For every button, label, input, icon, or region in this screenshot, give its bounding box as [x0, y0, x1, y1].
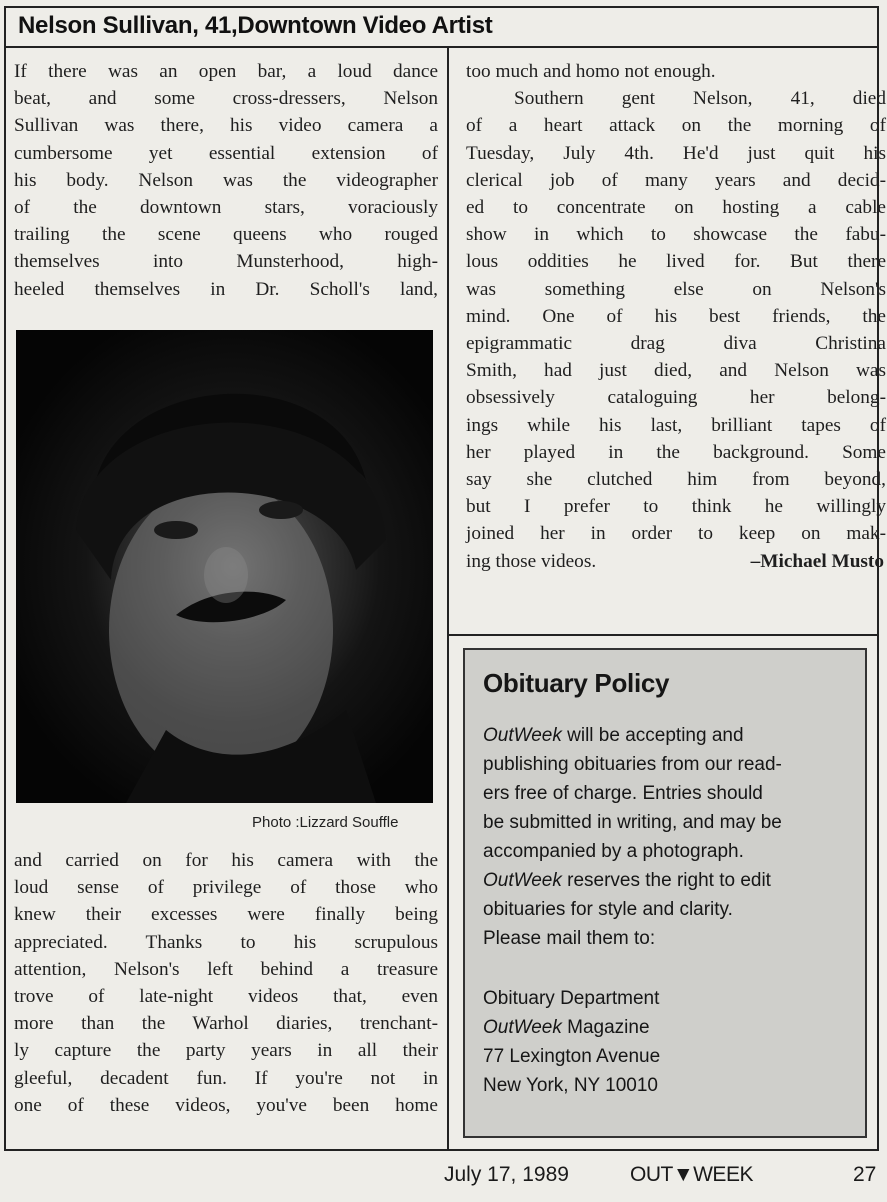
obituary-policy-box: [463, 648, 867, 1138]
article-line: too much and homo not enough.: [466, 61, 716, 82]
article-line: joined her in order to keep on mak-: [466, 523, 886, 545]
article-line: clerical job of many years and decid-: [466, 169, 886, 191]
article-line: If there was an open bar, a loud dance: [14, 61, 438, 82]
article-line: ing those videos.: [466, 550, 597, 572]
article-line: Smith, had just died, and Nelson was: [466, 360, 886, 382]
article-left-bottom: [14, 847, 438, 1119]
address-line: 77 Lexington Avenue: [483, 1046, 661, 1067]
byline: –Michael Musto: [750, 550, 884, 572]
box-rule: [449, 634, 879, 636]
article-line: obsessively cataloguing her belong-: [466, 387, 886, 409]
article-line: Southern gent Nelson, 41, died: [514, 88, 886, 110]
policy-line: obituaries for style and clarity.: [483, 899, 733, 920]
article-line: loud sense of privilege of those who: [14, 877, 438, 899]
policy-line: Please mail them to:: [483, 928, 656, 949]
article-line: Sullivan was there, his video camera a: [14, 115, 438, 137]
article-left-top: [14, 58, 438, 303]
photo-credit: Photo :Lizzard Souffle: [252, 814, 399, 831]
article-line: but I prefer to think he willingly: [466, 496, 886, 518]
article-line: cumbersome yet essential extension of: [14, 142, 438, 164]
address-line: Magazine: [561, 1017, 650, 1038]
article-line: appreciated. Thanks to his scrupulous: [14, 931, 438, 953]
article-line: his body. Nelson was the videographer: [14, 169, 438, 191]
article-line: was something else on Nelson's: [466, 278, 886, 300]
article-right: [466, 58, 886, 575]
policy-text: [483, 721, 865, 953]
policy-address: [483, 984, 865, 1100]
policy-line: be submitted in writing, and may be: [483, 812, 782, 833]
article-line: ly capture the party years in all their: [14, 1040, 438, 1062]
article-line: gleeful, decadent fun. If you're not in: [14, 1067, 438, 1089]
article-line: attention, Nelson's left behind a treasure: [14, 958, 438, 980]
article-line: lous oddities he lived for. But there: [466, 251, 886, 273]
page-number: 27: [853, 1163, 877, 1186]
policy-line: accompanied by a photograph.: [483, 841, 744, 862]
article-line: mind. One of his best friends, the: [466, 305, 886, 327]
spacer: [483, 953, 865, 984]
address-line: Obituary Department: [483, 988, 660, 1009]
headline: Nelson Sullivan, 41,Downtown Video Artist: [18, 12, 493, 39]
article-line: of the downtown stars, voraciously: [14, 197, 438, 219]
article-line: ed to concentrate on hosting a cable: [466, 197, 886, 219]
policy-line: reserves the right to edit: [561, 870, 771, 891]
article-line: knew their excesses were finally being: [14, 904, 438, 926]
portrait-illustration: [16, 330, 433, 803]
article-line: trailing the scene queens who rouged: [14, 224, 438, 246]
column-rule: [447, 48, 449, 1151]
article-line: more than the Warhol diaries, trenchant-: [14, 1013, 438, 1035]
headline-rule: [4, 46, 879, 48]
policy-line: will be accepting and: [561, 725, 744, 746]
article-line: show in which to showcase the fabu-: [466, 224, 886, 246]
magazine-logo: OUT▼WEEK: [630, 1163, 753, 1186]
issue-date: July 17, 1989: [444, 1163, 569, 1186]
article-line: ings while his last, brilliant tapes of: [466, 414, 886, 436]
article-line: one of these videos, you've been home: [14, 1094, 438, 1116]
address-line: New York, NY 10010: [483, 1075, 658, 1096]
magazine-name: OutWeek: [483, 1017, 562, 1038]
policy-line: publishing obituaries from our read-: [483, 754, 782, 775]
article-line: epigrammatic drag diva Christina: [466, 333, 886, 355]
article-last-line: [466, 548, 884, 575]
portrait-photo: [16, 330, 433, 803]
article-line: and carried on for his camera with the: [14, 850, 438, 871]
article-line: say she clutched him from beyond,: [466, 469, 886, 491]
article-line: her played in the background. Some: [466, 441, 886, 463]
article-line: heeled themselves in Dr. Scholl's land,: [14, 278, 438, 300]
policy-line: ers free of charge. Entries should: [483, 783, 763, 804]
article-line: trove of late-night videos that, even: [14, 986, 438, 1008]
article-line: of a heart attack on the morning of: [466, 115, 886, 137]
magazine-name: OutWeek: [483, 725, 562, 746]
article-line: themselves into Munsterhood, high-: [14, 251, 438, 273]
magazine-name: OutWeek: [483, 870, 562, 891]
article-line: beat, and some cross-dressers, Nelson: [14, 88, 438, 110]
article-line: Tuesday, July 4th. He'd just quit his: [466, 142, 886, 164]
policy-title: Obituary Policy: [483, 668, 670, 698]
